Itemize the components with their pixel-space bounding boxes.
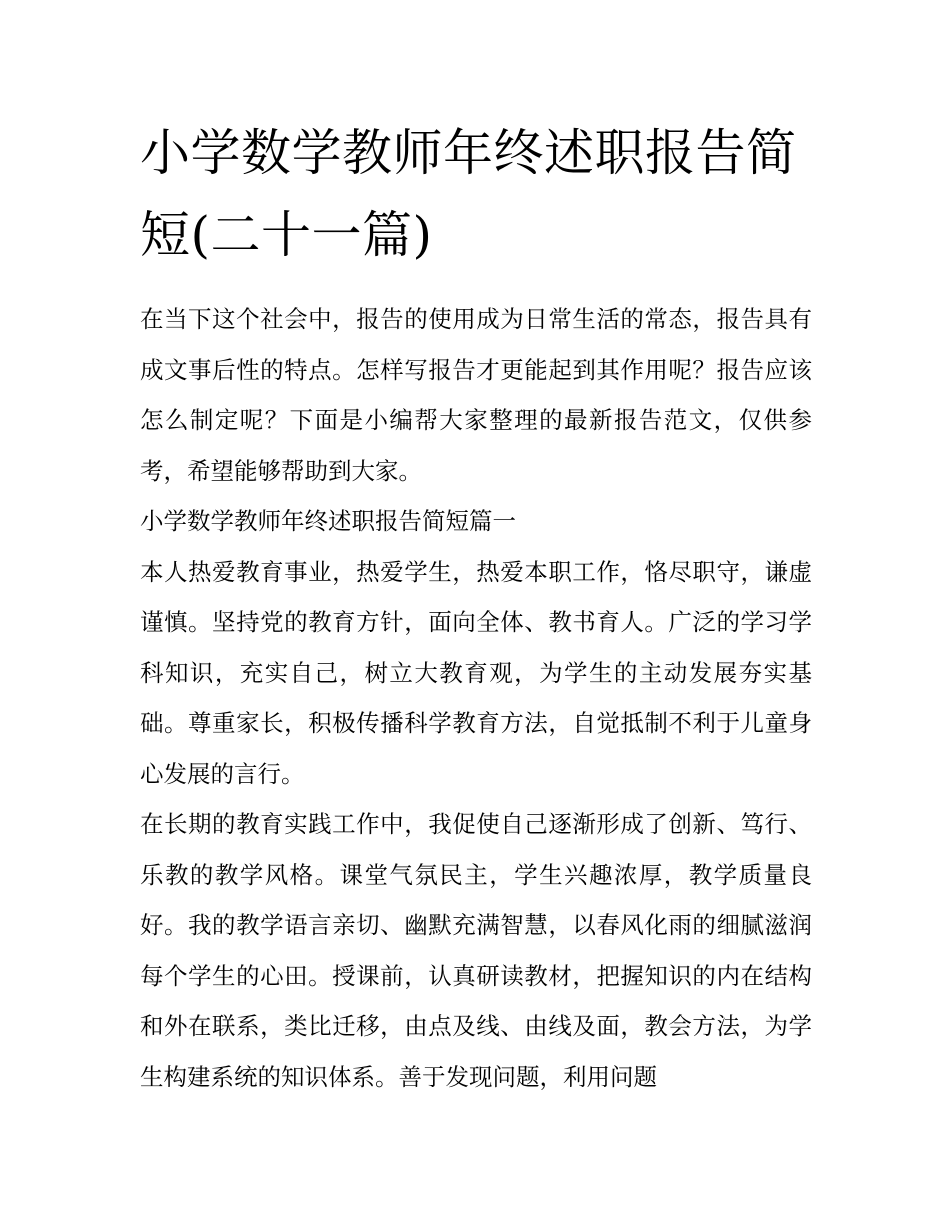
document-title: 小学数学教师年终述职报告简短(二十一篇) <box>140 124 797 264</box>
document-page <box>140 112 812 1102</box>
section-heading: 小学数学教师年终述职报告简短篇一 <box>140 507 516 535</box>
intro-paragraph: 在当下这个社会中，报告的使用成为日常生活的常态，报告具有成文事后性的特点。怎样写报告才更能起到其作用呢？报告应该怎么制定呢？下面是小编帮大家整理的最新报告范文，仅供参考，希望能够帮助到大家。 <box>140 305 812 485</box>
body-paragraph-1: 本人热爱教育事业，热爱学生，热爱本职工作，恪尽职守，谦虚谨慎。坚持党的教育方针，面向全体、教书育人。广泛的学习学科知识，充实自己，树立大教育观，为学生的主动发展夯实基础。尊重家长，积极传播科学教育方法，自觉抵制不利于儿童身心发展的言行。 <box>140 557 812 788</box>
document-body <box>140 294 812 1102</box>
body-paragraph-2: 在长期的教育实践工作中，我促使自己逐渐形成了创新、笃行、乐教的教学风格。课堂气氛民主，学生兴趣浓厚，教学质量良好。我的教学语言亲切、幽默充满智慧，以春风化雨的细腻滋润每个学生的心田。授课前，认真研读教材，把握知识的内在结构和外在联系，类比迁移，由点及线、由线及面，教会方法，为学生构建系统的知识体系。善于发现问题，利用问题 <box>140 810 812 1091</box>
